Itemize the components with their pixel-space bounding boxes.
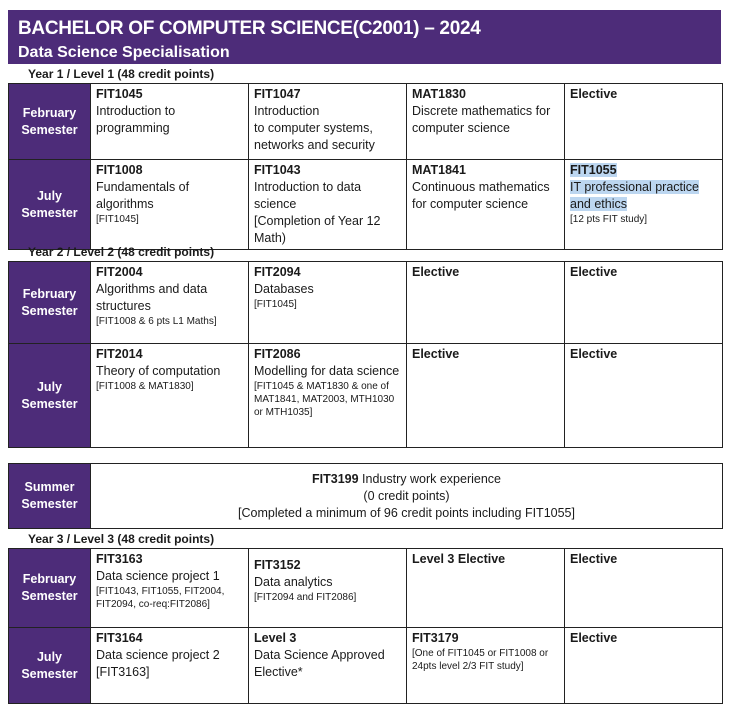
unit-cell: [407, 549, 565, 628]
unit-code: FIT3152: [254, 558, 301, 572]
summer-table: [8, 463, 723, 529]
cell-text: Semester: [21, 589, 78, 603]
unit-name: Fundamentals of algorithms: [96, 180, 190, 211]
cell-text: Summer: [24, 480, 75, 494]
credit-note: (0 credit points): [363, 488, 450, 503]
semester-label: [9, 464, 91, 529]
unit-code: Level 3: [254, 631, 297, 645]
unit-code: Elective: [570, 347, 618, 361]
semester-label: [9, 628, 91, 704]
cell-text: Semester: [21, 205, 78, 220]
unit-name: Data science project 1: [96, 569, 220, 583]
unit-code: FIT2004: [96, 265, 143, 279]
cell-text: [96, 471, 717, 488]
unit-cell: [249, 84, 407, 160]
unit-cell: [91, 262, 249, 344]
unit-name: Industry work experience: [362, 471, 501, 486]
unit-code: FIT1045: [96, 87, 143, 101]
unit-cell: [249, 628, 407, 704]
unit-prerequisite: [FIT1008 & 6 pts L1 Maths]: [96, 316, 217, 327]
elective-label: Elective: [570, 87, 618, 101]
unit-name: Algorithms and data structures: [96, 282, 208, 313]
unit-code: Elective: [570, 631, 618, 645]
semester-label: [9, 549, 91, 628]
unit-code: Level 3 Elective: [412, 552, 506, 566]
unit-name: Introduction: [254, 104, 320, 118]
unit-prerequisite: [FIT1045 & MAT1830 & one of MAT1841, MAT2003, MTH1030 or MTH1035]: [254, 381, 395, 418]
unit-code: Elective: [412, 347, 460, 361]
unit-cell: [407, 262, 565, 344]
unit-cell: [91, 160, 249, 250]
unit-cell: [565, 344, 723, 448]
unit-name: Theory of computation: [96, 364, 221, 378]
unit-name: networks and security: [254, 138, 375, 152]
unit-cell: [91, 628, 249, 704]
unit-name: [570, 179, 717, 213]
unit-code: FIT1047: [254, 87, 301, 101]
unit-name: Databases: [254, 282, 314, 296]
cell-text: Semester: [21, 396, 78, 411]
unit-prerequisite: [12 pts FIT study]: [570, 214, 648, 225]
unit-code: Elective: [570, 265, 618, 279]
highlighted-unit-code: FIT1055: [570, 163, 617, 177]
unit-code: FIT3199: [312, 471, 359, 486]
year3-label: Year 3 / Level 3 (48 credit points): [28, 532, 215, 546]
unit-code: Elective: [412, 265, 460, 279]
unit-cell: [565, 628, 723, 704]
unit-cell: [407, 344, 565, 448]
unit-cell: [565, 549, 723, 628]
cell-text: February: [22, 105, 77, 120]
unit-prerequisite: [FIT1045]: [254, 299, 297, 310]
unit-name: Data analytics: [254, 575, 333, 589]
cell-text: February: [22, 572, 77, 586]
year1-feb-row: [9, 84, 723, 160]
unit-cell: [565, 262, 723, 344]
unit-code: FIT2094: [254, 265, 301, 279]
cell-text: Semester: [21, 497, 78, 511]
unit-name: [Completion of Year 12 Math): [254, 214, 381, 245]
unit-code: FIT2086: [254, 347, 301, 361]
unit-code: FIT3164: [96, 631, 143, 645]
unit-name: Discrete mathematics for computer science: [412, 104, 551, 135]
year3-jul-row: [9, 628, 723, 704]
unit-code: FIT1043: [254, 163, 301, 177]
unit-cell: [407, 628, 565, 704]
requirement-note: [Completed a minimum of 96 credit points including FIT1055]: [238, 505, 575, 520]
course-title: BACHELOR OF COMPUTER SCIENCE(C2001) – 2024: [18, 18, 481, 39]
unit-name: Data Science Approved Elective*: [254, 648, 385, 679]
unit-name: [FIT3163]: [96, 665, 150, 679]
unit-code: MAT1841: [412, 163, 466, 177]
semester-label: [9, 262, 91, 344]
summer-row: [9, 464, 723, 529]
unit-code: [570, 162, 717, 179]
unit-prerequisite: [FIT1043, FIT1055, FIT2004, FIT2094, co-req:FIT2086]: [96, 586, 225, 610]
unit-code: FIT1008: [96, 163, 143, 177]
unit-cell: [407, 160, 565, 250]
unit-prerequisite: [FIT1045]: [96, 214, 139, 225]
unit-cell: [565, 160, 723, 250]
year1-table: [8, 83, 723, 250]
cell-text: February: [22, 286, 77, 301]
course-header: [8, 10, 721, 64]
year2-table: [8, 261, 723, 448]
unit-cell: [249, 344, 407, 448]
year2-jul-row: [9, 344, 723, 448]
unit-cell: [91, 344, 249, 448]
highlighted-unit-name: IT professional practice and ethics: [570, 180, 699, 211]
unit-name: Introduction to data science: [254, 180, 362, 211]
year1-label: Year 1 / Level 1 (48 credit points): [28, 67, 215, 81]
year3-table: [8, 548, 723, 704]
year3-feb-row: [9, 549, 723, 628]
unit-name: Data science project 2: [96, 648, 220, 662]
unit-cell: [249, 549, 407, 628]
unit-prerequisite: [FIT2094 and FIT2086]: [254, 592, 357, 603]
year2-feb-row: [9, 262, 723, 344]
unit-code: FIT2014: [96, 347, 143, 361]
year1-jul-row: [9, 160, 723, 250]
unit-code: FIT3179: [412, 631, 459, 645]
unit-prerequisite: [One of FIT1045 or FIT1008 or 24pts level 2/3 FIT study]: [412, 648, 549, 672]
cell-text: July: [36, 188, 62, 203]
semester-label: [9, 160, 91, 250]
summer-unit-cell: [91, 464, 723, 529]
unit-cell: [407, 84, 565, 160]
semester-label: [9, 344, 91, 448]
unit-code: FIT3163: [96, 552, 143, 566]
unit-name: Introduction to programming: [96, 104, 176, 135]
specialisation-title: Data Science Specialisation: [18, 44, 230, 61]
unit-cell: [91, 549, 249, 628]
cell-text: Semester: [21, 666, 78, 681]
unit-cell: [91, 84, 249, 160]
unit-name: Modelling for data science: [254, 364, 400, 378]
unit-cell: [249, 262, 407, 344]
unit-name: Continuous mathematics for computer science: [412, 180, 550, 211]
cell-text: Semester: [21, 303, 78, 318]
cell-text: Semester: [21, 122, 78, 137]
unit-code: Elective: [570, 552, 618, 566]
year2-label: Year 2 / Level 2 (48 credit points): [28, 245, 215, 259]
unit-cell: [249, 160, 407, 250]
cell-text: July: [36, 379, 62, 394]
unit-cell: [565, 84, 723, 160]
unit-prerequisite: [FIT1008 & MAT1830]: [96, 381, 194, 392]
cell-text: July: [36, 649, 62, 664]
unit-code: MAT1830: [412, 87, 466, 101]
semester-label: [9, 84, 91, 160]
unit-name: to computer systems,: [254, 121, 373, 135]
